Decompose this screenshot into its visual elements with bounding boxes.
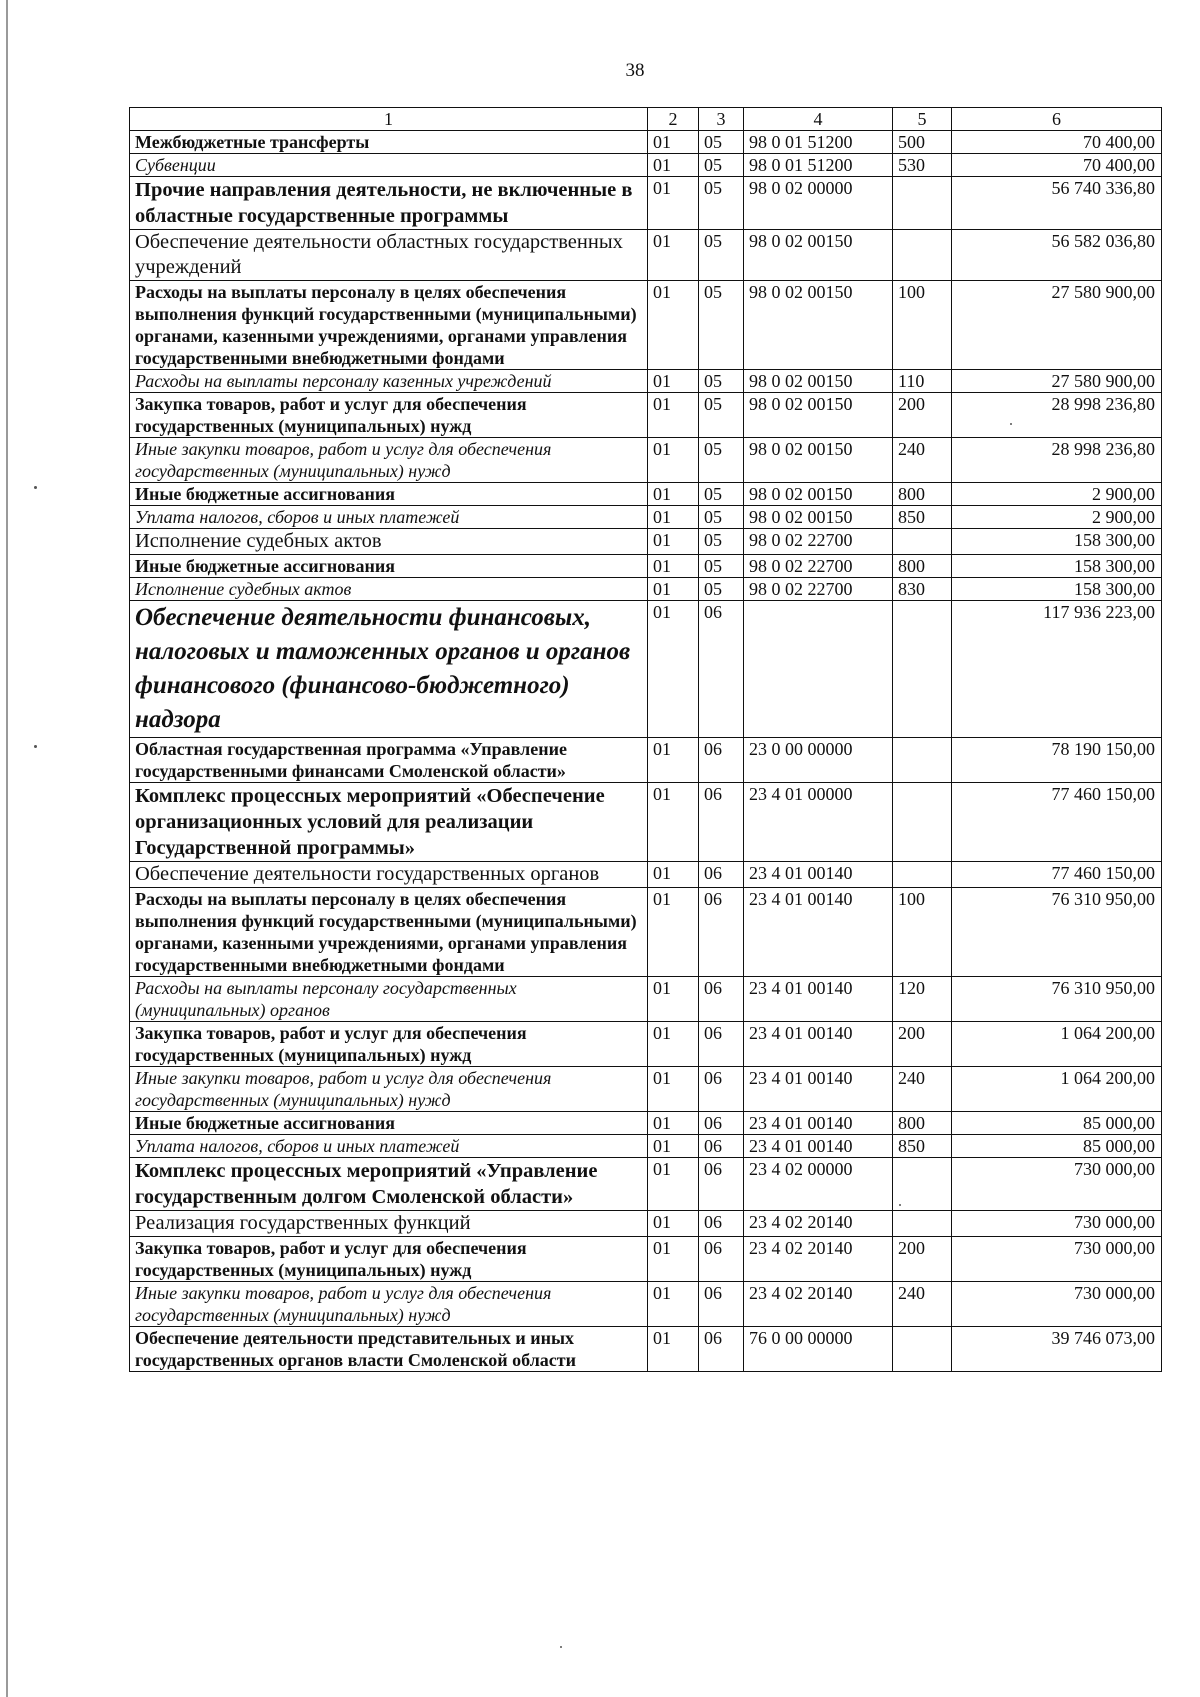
amount: 78 190 150,00	[952, 738, 1162, 783]
expense-type-code: 240	[893, 1282, 952, 1327]
expense-type-code: 850	[893, 506, 952, 529]
row-name: Иные закупки товаров, работ и услуг для обеспечения государственных (муниципальных) нужд	[130, 438, 648, 483]
subsection-code: 06	[699, 1327, 744, 1372]
target-article-code: 23 4 01 00140	[744, 1067, 893, 1112]
section-code: 01	[648, 977, 699, 1022]
row-name: Расходы на выплаты персоналу государственных (муниципальных) органов	[130, 977, 648, 1022]
target-article-code: 23 4 01 00140	[744, 977, 893, 1022]
table-row	[130, 177, 1162, 230]
section-code: 01	[648, 738, 699, 783]
section-code: 01	[648, 1211, 699, 1237]
expense-type-code: 110	[893, 370, 952, 393]
target-article-code: 98 0 02 22700	[744, 555, 893, 578]
table-row	[130, 281, 1162, 370]
subsection-code: 06	[699, 1022, 744, 1067]
section-code: 01	[648, 370, 699, 393]
row-name: Расходы на выплаты персоналу в целях обеспечения выполнения функций государственными (муниципальными) органами, казенными учреждениями, органами управления государственными внебюджетными фондами	[130, 281, 648, 370]
scan-speck	[1010, 423, 1012, 425]
subsection-code: 05	[699, 555, 744, 578]
table-row	[130, 483, 1162, 506]
table-row	[130, 783, 1162, 862]
amount: 28 998 236,80	[952, 393, 1162, 438]
row-name: Иные закупки товаров, работ и услуг для обеспечения государственных (муниципальных) нужд	[130, 1067, 648, 1112]
scan-edge-line	[6, 0, 8, 1697]
table-row	[130, 154, 1162, 177]
amount: 77 460 150,00	[952, 783, 1162, 862]
row-name: Обеспечение деятельности финансовых, налоговых и таможенных органов и органов финансового (финансово-бюджетного) надзора	[130, 601, 648, 738]
section-code: 01	[648, 131, 699, 154]
row-name: Уплата налогов, сборов и иных платежей	[130, 1135, 648, 1158]
subsection-code: 05	[699, 393, 744, 438]
expense-type-code: 800	[893, 483, 952, 506]
column-header: 2	[648, 108, 699, 131]
section-code: 01	[648, 862, 699, 888]
table-row	[130, 977, 1162, 1022]
subsection-code: 06	[699, 783, 744, 862]
expense-type-code	[893, 529, 952, 555]
row-name: Расходы на выплаты персоналу в целях обеспечения выполнения функций государственными (муниципальными) органами, казенными учреждениями, органами управления государственными внебюджетными фондами	[130, 888, 648, 977]
expense-type-code	[893, 230, 952, 281]
amount: 76 310 950,00	[952, 977, 1162, 1022]
subsection-code: 05	[699, 578, 744, 601]
section-code: 01	[648, 154, 699, 177]
expense-type-code	[893, 862, 952, 888]
amount: 2 900,00	[952, 483, 1162, 506]
target-article-code: 23 4 02 20140	[744, 1211, 893, 1237]
target-article-code: 76 0 00 00000	[744, 1327, 893, 1372]
column-header: 4	[744, 108, 893, 131]
section-code: 01	[648, 888, 699, 977]
section-code: 01	[648, 555, 699, 578]
budget-table	[129, 107, 1162, 1372]
table-row	[130, 1135, 1162, 1158]
section-code: 01	[648, 177, 699, 230]
amount: 85 000,00	[952, 1112, 1162, 1135]
table-row	[130, 1112, 1162, 1135]
row-name: Реализация государственных функций	[130, 1211, 648, 1237]
subsection-code: 05	[699, 483, 744, 506]
target-article-code: 98 0 02 00150	[744, 230, 893, 281]
section-code: 01	[648, 230, 699, 281]
expense-type-code: 500	[893, 131, 952, 154]
table-row	[130, 1327, 1162, 1372]
row-name: Областная государственная программа «Управление государственными финансами Смоленской области»	[130, 738, 648, 783]
amount: 85 000,00	[952, 1135, 1162, 1158]
amount: 158 300,00	[952, 529, 1162, 555]
amount: 1 064 200,00	[952, 1022, 1162, 1067]
table-row	[130, 1282, 1162, 1327]
amount: 39 746 073,00	[952, 1327, 1162, 1372]
subsection-code: 06	[699, 1237, 744, 1282]
column-header: 6	[952, 108, 1162, 131]
target-article-code: 23 4 02 20140	[744, 1237, 893, 1282]
table-row	[130, 578, 1162, 601]
section-code: 01	[648, 1327, 699, 1372]
expense-type-code: 850	[893, 1135, 952, 1158]
amount: 730 000,00	[952, 1158, 1162, 1211]
column-header: 5	[893, 108, 952, 131]
table-row	[130, 888, 1162, 977]
table-row	[130, 438, 1162, 483]
amount: 158 300,00	[952, 578, 1162, 601]
table-row	[130, 1158, 1162, 1211]
row-name: Иные закупки товаров, работ и услуг для обеспечения государственных (муниципальных) нужд	[130, 1282, 648, 1327]
section-code: 01	[648, 1237, 699, 1282]
table-row	[130, 1067, 1162, 1112]
expense-type-code: 200	[893, 1237, 952, 1282]
expense-type-code: 240	[893, 1067, 952, 1112]
table-row	[130, 529, 1162, 555]
table-row	[130, 555, 1162, 578]
target-article-code: 98 0 01 51200	[744, 131, 893, 154]
subsection-code: 06	[699, 1067, 744, 1112]
row-name: Субвенции	[130, 154, 648, 177]
target-article-code: 23 4 02 00000	[744, 1158, 893, 1211]
amount: 70 400,00	[952, 154, 1162, 177]
expense-type-code: 200	[893, 393, 952, 438]
amount: 2 900,00	[952, 506, 1162, 529]
expense-type-code: 800	[893, 555, 952, 578]
subsection-code: 05	[699, 131, 744, 154]
subsection-code: 05	[699, 438, 744, 483]
target-article-code: 98 0 02 00150	[744, 370, 893, 393]
target-article-code: 98 0 02 00000	[744, 177, 893, 230]
subsection-code: 06	[699, 738, 744, 783]
amount: 56 740 336,80	[952, 177, 1162, 230]
subsection-code: 06	[699, 977, 744, 1022]
target-article-code: 98 0 02 00150	[744, 438, 893, 483]
row-name: Комплекс процессных мероприятий «Обеспечение организационных условий для реализации Государственной программы»	[130, 783, 648, 862]
target-article-code	[744, 601, 893, 738]
target-article-code: 23 4 02 20140	[744, 1282, 893, 1327]
target-article-code: 98 0 02 00150	[744, 393, 893, 438]
target-article-code: 98 0 02 00150	[744, 506, 893, 529]
row-name: Исполнение судебных актов	[130, 578, 648, 601]
row-name: Иные бюджетные ассигнования	[130, 483, 648, 506]
subsection-code: 05	[699, 230, 744, 281]
expense-type-code: 100	[893, 281, 952, 370]
row-name: Исполнение судебных актов	[130, 529, 648, 555]
section-code: 01	[648, 506, 699, 529]
table-row	[130, 1237, 1162, 1282]
target-article-code: 23 4 01 00140	[744, 1135, 893, 1158]
table-row	[130, 738, 1162, 783]
table-row	[130, 1211, 1162, 1237]
expense-type-code: 200	[893, 1022, 952, 1067]
row-name: Расходы на выплаты персоналу казенных учреждений	[130, 370, 648, 393]
subsection-code: 06	[699, 1135, 744, 1158]
row-name: Комплекс процессных мероприятий «Управление государственным долгом Смоленской области»	[130, 1158, 648, 1211]
target-article-code: 98 0 02 00150	[744, 483, 893, 506]
section-code: 01	[648, 1067, 699, 1112]
subsection-code: 06	[699, 862, 744, 888]
table-row	[130, 601, 1162, 738]
subsection-code: 05	[699, 529, 744, 555]
table-header-row	[130, 108, 1162, 131]
amount: 1 064 200,00	[952, 1067, 1162, 1112]
amount: 158 300,00	[952, 555, 1162, 578]
subsection-code: 06	[699, 601, 744, 738]
table-row	[130, 370, 1162, 393]
section-code: 01	[648, 578, 699, 601]
scan-speck	[34, 745, 37, 748]
column-header: 1	[130, 108, 648, 131]
expense-type-code	[893, 1158, 952, 1211]
amount: 56 582 036,80	[952, 230, 1162, 281]
expense-type-code	[893, 177, 952, 230]
section-code: 01	[648, 281, 699, 370]
subsection-code: 05	[699, 506, 744, 529]
expense-type-code	[893, 1211, 952, 1237]
scan-speck	[34, 486, 37, 489]
subsection-code: 06	[699, 888, 744, 977]
target-article-code: 98 0 02 22700	[744, 529, 893, 555]
subsection-code: 06	[699, 1211, 744, 1237]
target-article-code: 98 0 02 22700	[744, 578, 893, 601]
row-name: Обеспечение деятельности представительных и иных государственных органов власти Смоленской области	[130, 1327, 648, 1372]
section-code: 01	[648, 601, 699, 738]
subsection-code: 06	[699, 1112, 744, 1135]
expense-type-code: 530	[893, 154, 952, 177]
column-header: 3	[699, 108, 744, 131]
scan-speck	[899, 1204, 901, 1206]
expense-type-code	[893, 738, 952, 783]
amount: 730 000,00	[952, 1282, 1162, 1327]
target-article-code: 23 4 01 00000	[744, 783, 893, 862]
amount: 70 400,00	[952, 131, 1162, 154]
section-code: 01	[648, 483, 699, 506]
subsection-code: 05	[699, 281, 744, 370]
row-name: Иные бюджетные ассигнования	[130, 555, 648, 578]
row-name: Закупка товаров, работ и услуг для обеспечения государственных (муниципальных) нужд	[130, 1022, 648, 1067]
section-code: 01	[648, 1282, 699, 1327]
section-code: 01	[648, 529, 699, 555]
amount: 77 460 150,00	[952, 862, 1162, 888]
subsection-code: 05	[699, 154, 744, 177]
table-row	[130, 393, 1162, 438]
amount: 27 580 900,00	[952, 370, 1162, 393]
row-name: Закупка товаров, работ и услуг для обеспечения государственных (муниципальных) нужд	[130, 1237, 648, 1282]
expense-type-code	[893, 783, 952, 862]
amount: 730 000,00	[952, 1237, 1162, 1282]
scan-speck	[560, 1646, 562, 1648]
row-name: Прочие направления деятельности, не включенные в областные государственные программы	[130, 177, 648, 230]
target-article-code: 23 4 01 00140	[744, 862, 893, 888]
row-name: Иные бюджетные ассигнования	[130, 1112, 648, 1135]
expense-type-code: 120	[893, 977, 952, 1022]
amount: 117 936 223,00	[952, 601, 1162, 738]
amount: 27 580 900,00	[952, 281, 1162, 370]
target-article-code: 98 0 02 00150	[744, 281, 893, 370]
section-code: 01	[648, 1022, 699, 1067]
subsection-code: 06	[699, 1158, 744, 1211]
row-name: Уплата налогов, сборов и иных платежей	[130, 506, 648, 529]
expense-type-code: 830	[893, 578, 952, 601]
target-article-code: 98 0 01 51200	[744, 154, 893, 177]
expense-type-code: 240	[893, 438, 952, 483]
subsection-code: 05	[699, 370, 744, 393]
row-name: Обеспечение деятельности областных государственных учреждений	[130, 230, 648, 281]
table-row	[130, 131, 1162, 154]
target-article-code: 23 0 00 00000	[744, 738, 893, 783]
amount: 730 000,00	[952, 1211, 1162, 1237]
target-article-code: 23 4 01 00140	[744, 888, 893, 977]
section-code: 01	[648, 783, 699, 862]
row-name: Межбюджетные трансферты	[130, 131, 648, 154]
subsection-code: 06	[699, 1282, 744, 1327]
section-code: 01	[648, 393, 699, 438]
expense-type-code: 800	[893, 1112, 952, 1135]
expense-type-code	[893, 601, 952, 738]
section-code: 01	[648, 1112, 699, 1135]
row-name: Закупка товаров, работ и услуг для обеспечения государственных (муниципальных) нужд	[130, 393, 648, 438]
amount: 76 310 950,00	[952, 888, 1162, 977]
expense-type-code: 100	[893, 888, 952, 977]
table-row	[130, 1022, 1162, 1067]
section-code: 01	[648, 1158, 699, 1211]
section-code: 01	[648, 438, 699, 483]
target-article-code: 23 4 01 00140	[744, 1022, 893, 1067]
page-number: 38	[625, 60, 645, 81]
expense-type-code	[893, 1327, 952, 1372]
budget-table-body	[130, 108, 1162, 1372]
target-article-code: 23 4 01 00140	[744, 1112, 893, 1135]
table-row	[130, 506, 1162, 529]
table-row	[130, 230, 1162, 281]
row-name: Обеспечение деятельности государственных органов	[130, 862, 648, 888]
subsection-code: 05	[699, 177, 744, 230]
section-code: 01	[648, 1135, 699, 1158]
table-row	[130, 862, 1162, 888]
amount: 28 998 236,80	[952, 438, 1162, 483]
